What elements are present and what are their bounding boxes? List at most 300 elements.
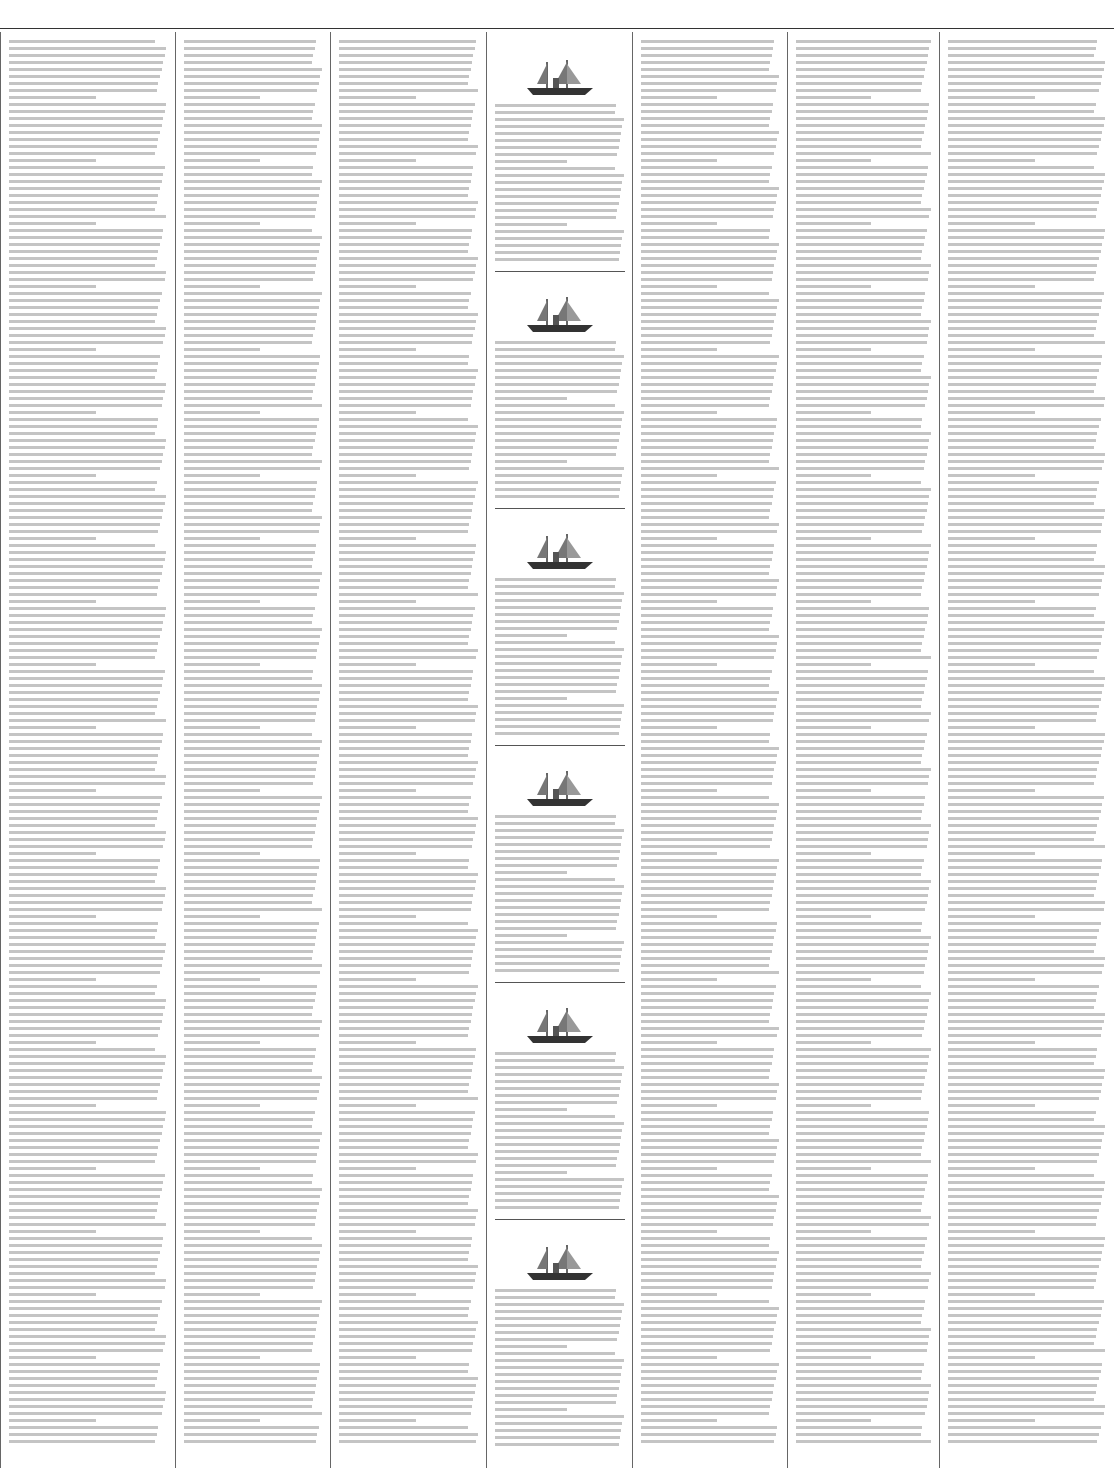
text-line [796, 1272, 931, 1275]
text-line [339, 635, 469, 638]
text-line [9, 978, 96, 981]
text-line [641, 278, 772, 281]
text-line [9, 1174, 165, 1177]
text-line [796, 740, 925, 743]
text-line [9, 1188, 162, 1191]
text-line [495, 118, 624, 121]
text-line [641, 1356, 717, 1359]
text-line [948, 838, 1094, 841]
text-line [184, 166, 313, 169]
text-line [796, 621, 927, 624]
text-line [948, 306, 1101, 309]
text-line [948, 1034, 1101, 1037]
text-line [339, 712, 476, 715]
text-line [796, 481, 921, 484]
text-line [9, 1076, 162, 1079]
text-line [339, 782, 473, 785]
text-line [948, 1335, 1096, 1338]
text-line [495, 732, 619, 735]
text-line [9, 775, 166, 778]
text-line [9, 1356, 96, 1359]
text-line [184, 663, 260, 666]
text-line [641, 89, 776, 92]
text-line [495, 578, 616, 581]
text-line [184, 1090, 319, 1093]
text-line [339, 537, 416, 540]
text-line [9, 201, 157, 204]
text-line [796, 1370, 922, 1373]
section-rule [495, 1219, 625, 1220]
text-line [641, 880, 774, 883]
text-line [495, 1178, 624, 1181]
text-line [184, 1412, 322, 1415]
text-line [184, 796, 322, 799]
text-line [339, 425, 478, 428]
text-line [796, 467, 924, 470]
text-line [641, 1174, 772, 1177]
text-line [9, 859, 160, 862]
text-line [184, 201, 317, 204]
text-line [9, 250, 158, 253]
text-line [796, 96, 871, 99]
text-line [339, 131, 469, 134]
text-line [184, 768, 316, 771]
text-line [339, 544, 476, 547]
text-line [184, 866, 319, 869]
text-line [9, 551, 166, 554]
text-line [641, 271, 773, 274]
text-line [495, 411, 624, 414]
text-line [948, 285, 1035, 288]
text-line [948, 1202, 1101, 1205]
text-line [641, 782, 772, 785]
text-line [339, 1230, 416, 1233]
text-line [641, 558, 772, 561]
text-line [184, 453, 312, 456]
text-line [9, 999, 166, 1002]
text-line [948, 607, 1096, 610]
text-line [9, 285, 96, 288]
text-line [796, 936, 931, 939]
text-line [339, 929, 478, 932]
text-line [184, 1209, 317, 1212]
text-line [339, 1251, 469, 1254]
text-line [339, 285, 416, 288]
text-line [948, 397, 1105, 400]
text-line [495, 599, 622, 602]
text-line [641, 131, 779, 134]
text-line [339, 383, 475, 386]
text-line [641, 222, 717, 225]
text-line [184, 992, 316, 995]
text-line [339, 1104, 416, 1107]
text-line [948, 1314, 1101, 1317]
text-line [948, 446, 1094, 449]
text-line [339, 859, 469, 862]
text-line [796, 1356, 871, 1359]
text-line [495, 1345, 567, 1348]
text-line [495, 1401, 616, 1404]
text-line [184, 1027, 320, 1030]
text-line [495, 934, 567, 937]
text-line [641, 1440, 774, 1443]
text-line [9, 810, 158, 813]
text-line [796, 1349, 927, 1352]
text-line [948, 1076, 1104, 1079]
text-line [184, 1433, 317, 1436]
text-line [184, 1223, 315, 1226]
text-line [339, 439, 475, 442]
text-line [9, 1097, 157, 1100]
text-line [948, 75, 1102, 78]
text-line [184, 565, 312, 568]
text-line [184, 1335, 315, 1338]
text-line [9, 1335, 166, 1338]
text-line [495, 892, 622, 895]
text-line [796, 327, 929, 330]
text-line [184, 537, 260, 540]
text-line [339, 922, 468, 925]
text-line [495, 669, 620, 672]
text-line [184, 1286, 313, 1289]
text-line [9, 40, 155, 43]
text-line [9, 1321, 157, 1324]
text-line [948, 1419, 1035, 1422]
text-line [495, 885, 624, 888]
text-line [184, 1167, 260, 1170]
text-line [948, 180, 1104, 183]
text-line [495, 634, 567, 637]
text-line [184, 103, 315, 106]
text-line [184, 54, 313, 57]
text-line [796, 460, 925, 463]
text-line [641, 432, 774, 435]
text-line [339, 502, 473, 505]
text-line [339, 754, 468, 757]
text-line [948, 950, 1094, 953]
text-line [948, 572, 1104, 575]
text-line [796, 1286, 928, 1289]
text-line [339, 306, 468, 309]
text-line [339, 1335, 475, 1338]
text-line [641, 887, 773, 890]
text-line [641, 1230, 717, 1233]
text-line [641, 40, 774, 43]
text-line [339, 453, 472, 456]
text-line [339, 495, 475, 498]
text-line [796, 145, 921, 148]
text-line [9, 971, 160, 974]
text-line [184, 957, 312, 960]
text-line [796, 1020, 925, 1023]
text-line [339, 698, 468, 701]
text-line [948, 985, 1099, 988]
text-line [495, 237, 622, 240]
text-line [9, 1160, 155, 1163]
text-line [184, 75, 320, 78]
text-line [495, 1157, 617, 1160]
text-line [339, 1342, 473, 1345]
text-line [9, 817, 157, 820]
text-line [948, 124, 1104, 127]
text-line [495, 1150, 619, 1153]
text-line [796, 719, 929, 722]
text-line [641, 488, 774, 491]
text-line [495, 1066, 624, 1069]
text-line [796, 523, 924, 526]
text-line [339, 1048, 476, 1051]
text-line [9, 747, 160, 750]
text-line [641, 439, 773, 442]
text-line [641, 544, 774, 547]
text-line [641, 1132, 769, 1135]
text-line [184, 1230, 260, 1233]
text-line [9, 61, 163, 64]
text-line [9, 698, 158, 701]
text-line [948, 425, 1099, 428]
text-line [9, 1293, 96, 1296]
text-line [184, 495, 315, 498]
text-line [948, 1293, 1035, 1296]
text-line [641, 607, 773, 610]
column-5 [632, 32, 788, 1468]
text-line [9, 166, 165, 169]
text-line [495, 850, 620, 853]
text-line [339, 334, 473, 337]
text-line [184, 656, 316, 659]
text-line [948, 1195, 1102, 1198]
text-line [339, 817, 478, 820]
text-line [796, 222, 871, 225]
text-line [641, 691, 779, 694]
text-line [948, 1111, 1096, 1114]
text-line [796, 817, 921, 820]
text-line [641, 411, 717, 414]
text-line [9, 376, 155, 379]
text-line [948, 1188, 1104, 1191]
text-line [339, 1314, 468, 1317]
text-line [796, 208, 931, 211]
text-line [641, 1167, 717, 1170]
text-line [184, 684, 322, 687]
text-line [948, 208, 1097, 211]
text-line [641, 915, 717, 918]
text-line [948, 761, 1099, 764]
text-line [641, 964, 769, 967]
text-line [9, 1209, 157, 1212]
text-line [641, 320, 774, 323]
text-line [495, 439, 619, 442]
text-line [641, 495, 773, 498]
text-line [641, 453, 770, 456]
text-line [339, 103, 475, 106]
ship-illustration [523, 769, 597, 809]
text-line [339, 852, 416, 855]
text-line [641, 537, 717, 540]
text-line [796, 838, 928, 841]
text-line [948, 859, 1102, 862]
text-line [184, 334, 313, 337]
text-line [641, 1118, 772, 1121]
text-line [948, 656, 1097, 659]
text-line [495, 683, 617, 686]
text-line [9, 1104, 96, 1107]
text-line [339, 586, 468, 589]
text-line [495, 829, 624, 832]
text-block [641, 40, 780, 1447]
text-line [948, 810, 1101, 813]
text-line [495, 857, 619, 860]
text-line [641, 1377, 776, 1380]
text-line [796, 173, 927, 176]
text-line [796, 635, 924, 638]
text-line [641, 551, 773, 554]
text-line [495, 125, 622, 128]
text-line [184, 691, 320, 694]
text-line [796, 1202, 922, 1205]
text-line [339, 467, 469, 470]
text-line [9, 439, 166, 442]
text-line [641, 530, 777, 533]
text-line [948, 621, 1105, 624]
text-line [495, 927, 616, 930]
text-line [184, 390, 313, 393]
text-line [339, 642, 468, 645]
text-line [495, 111, 615, 114]
text-line [339, 1125, 472, 1128]
text-line [641, 628, 769, 631]
text-line [495, 620, 619, 623]
text-line [641, 950, 772, 953]
text-line [339, 1356, 416, 1359]
text-line [339, 705, 478, 708]
text-line [339, 47, 475, 50]
text-line [948, 1041, 1035, 1044]
text-line [9, 467, 160, 470]
text-line [948, 999, 1096, 1002]
text-line [339, 1034, 468, 1037]
text-line [339, 1244, 471, 1247]
text-line [796, 593, 921, 596]
text-line [641, 446, 772, 449]
text-line [641, 1307, 779, 1310]
text-line [948, 1174, 1094, 1177]
text-line [9, 649, 157, 652]
text-line [339, 1160, 476, 1163]
text-line [641, 796, 769, 799]
text-line [641, 922, 777, 925]
text-line [641, 145, 776, 148]
text-line [184, 1076, 322, 1079]
text-line [641, 166, 772, 169]
text-line [641, 390, 772, 393]
text-line [641, 1034, 777, 1037]
text-line [9, 537, 96, 540]
text-line [948, 1153, 1099, 1156]
text-line [9, 68, 162, 71]
column-3 [330, 32, 487, 1468]
text-line [9, 1125, 163, 1128]
text-line [948, 432, 1097, 435]
text-line [339, 236, 471, 239]
text-line [184, 474, 260, 477]
text-line [9, 75, 160, 78]
text-line [339, 1272, 476, 1275]
text-line [184, 929, 317, 932]
text-line [495, 627, 617, 630]
text-line [9, 880, 155, 883]
text-line [495, 230, 624, 233]
text-line [796, 551, 929, 554]
column-6 [787, 32, 940, 1468]
text-line [495, 948, 622, 951]
ship-illustration [523, 295, 597, 335]
text-line [339, 1286, 473, 1289]
text-line [184, 628, 322, 631]
text-line [184, 1391, 315, 1394]
text-line [641, 642, 777, 645]
text-line [339, 964, 471, 967]
text-line [339, 327, 475, 330]
text-line [184, 1377, 317, 1380]
text-line [9, 754, 158, 757]
text-line [9, 572, 162, 575]
text-line [184, 789, 260, 792]
text-line [948, 1433, 1099, 1436]
text-line [9, 614, 165, 617]
text-line [796, 1293, 871, 1296]
text-line [9, 460, 162, 463]
text-line [184, 1216, 316, 1219]
text-line [184, 1013, 312, 1016]
text-line [948, 460, 1104, 463]
text-line [184, 502, 313, 505]
text-line [9, 159, 96, 162]
text-line [184, 1237, 312, 1240]
text-line [9, 635, 160, 638]
text-line [184, 642, 319, 645]
text-line [948, 586, 1101, 589]
text-line [495, 1059, 615, 1062]
text-line [796, 306, 922, 309]
text-line [641, 124, 769, 127]
text-line [495, 864, 617, 867]
text-line [641, 369, 776, 372]
text-line [796, 250, 922, 253]
text-line [495, 188, 621, 191]
text-line [796, 747, 924, 750]
text-line [9, 915, 96, 918]
text-line [641, 481, 776, 484]
text-line [339, 355, 469, 358]
text-line [796, 453, 927, 456]
text-line [796, 607, 929, 610]
text-line [184, 586, 319, 589]
text-line [9, 509, 163, 512]
text-line [339, 915, 416, 918]
text-line [948, 404, 1104, 407]
text-line [495, 1394, 617, 1397]
text-line [641, 194, 777, 197]
text-line [796, 789, 871, 792]
text-line [948, 663, 1035, 666]
text-line [9, 264, 155, 267]
text-line [339, 68, 471, 71]
text-line [495, 244, 621, 247]
text-line [339, 446, 473, 449]
text-line [339, 551, 475, 554]
text-line [184, 572, 322, 575]
